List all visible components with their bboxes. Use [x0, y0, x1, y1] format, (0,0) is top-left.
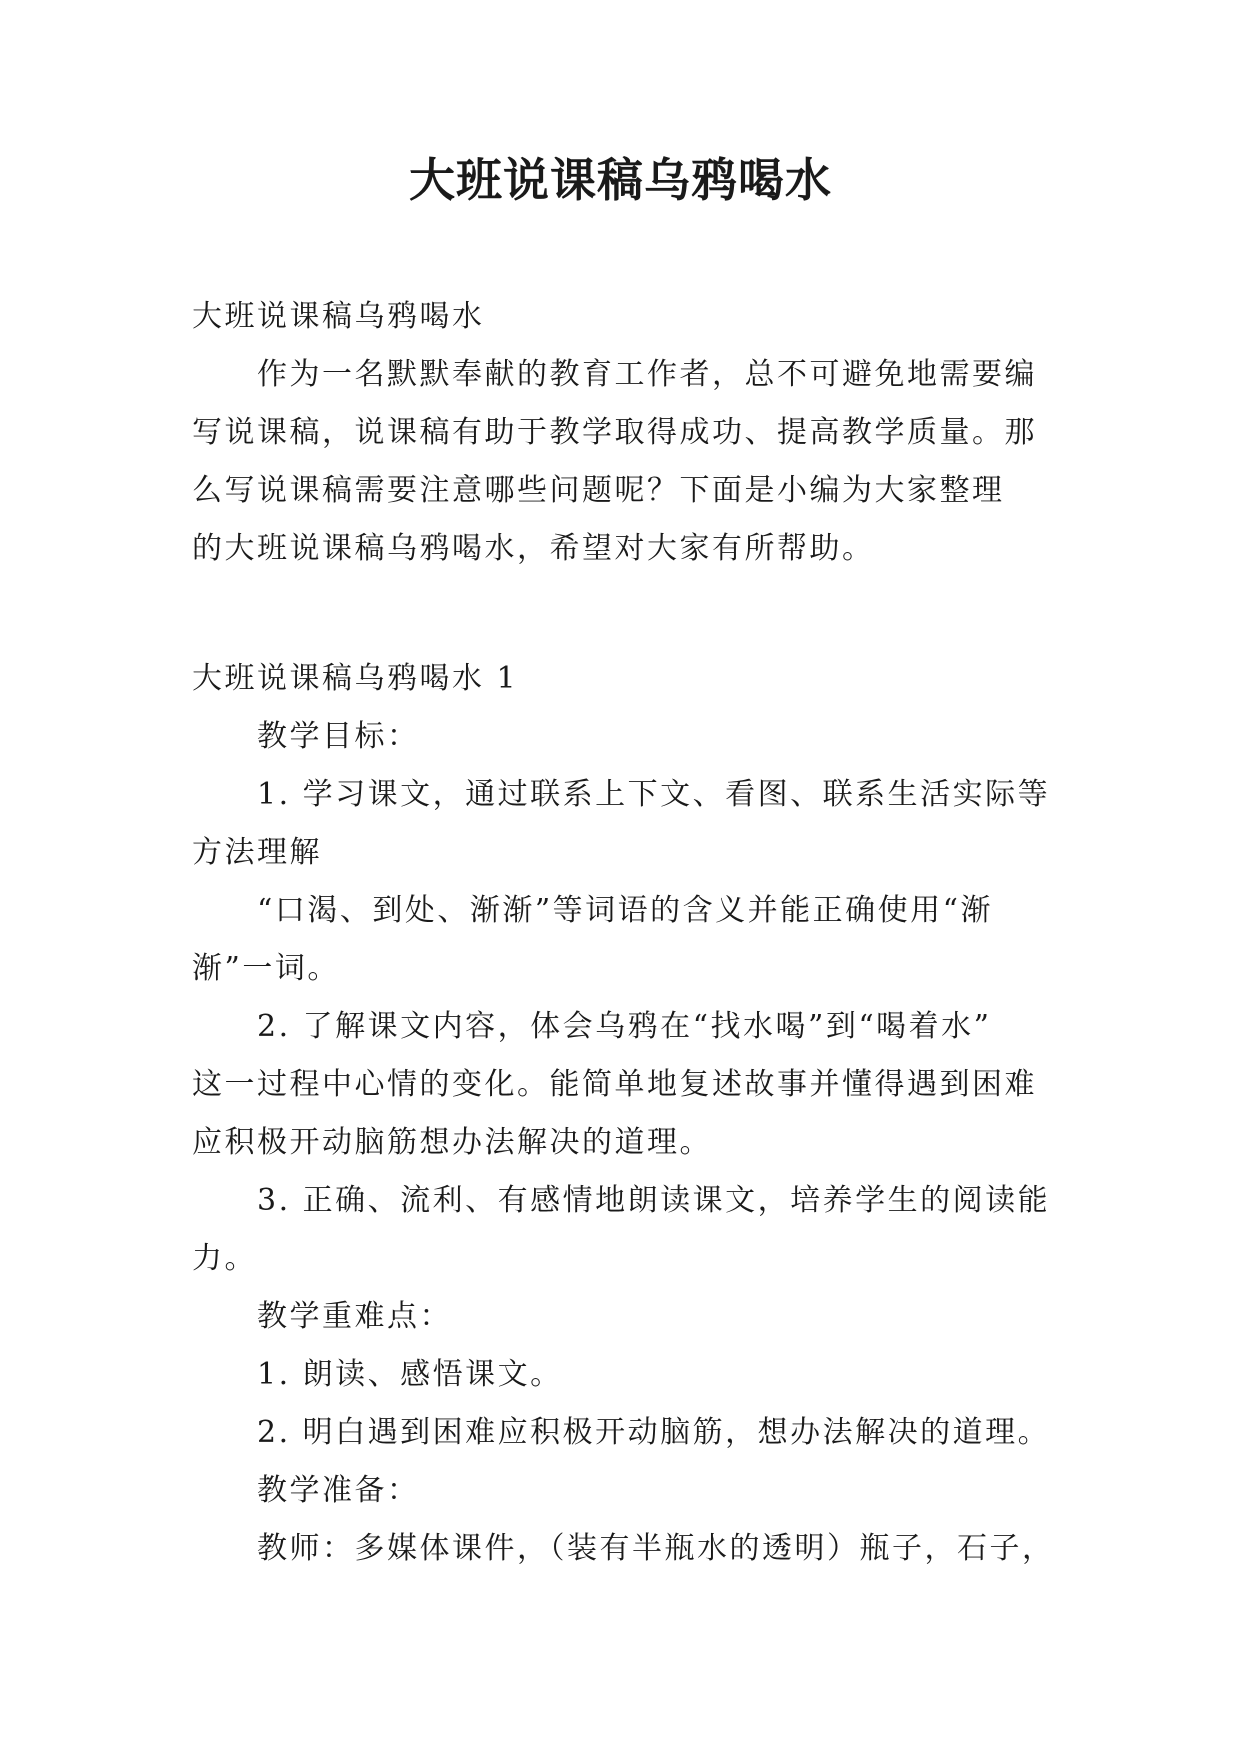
body-line: 方法理解 — [192, 835, 322, 870]
section-label: 教学准备： — [192, 1473, 420, 1508]
body-line: 1. 学习课文，通过联系上下文、看图、联系生活实际等 — [192, 777, 1051, 812]
section-label: 教学重难点： — [192, 1299, 452, 1334]
body-line: 力。 — [192, 1241, 257, 1276]
intro-line: 的大班说课稿乌鸦喝水，希望对大家有所帮助。 — [192, 531, 875, 566]
body-line: “口渴、到处、渐渐”等词语的含义并能正确使用“渐 — [192, 893, 994, 928]
intro-line: 么写说课稿需要注意哪些问题呢？下面是小编为大家整理 — [192, 473, 1005, 508]
subtitle-line: 大班说课稿乌鸦喝水 — [192, 299, 485, 334]
body-line: 1. 朗读、感悟课文。 — [192, 1357, 563, 1392]
body-line: 渐”一词。 — [192, 951, 340, 986]
body-line: 3. 正确、流利、有感情地朗读课文，培养学生的阅读能 — [192, 1183, 1051, 1218]
paragraph-gap — [192, 578, 1062, 650]
intro-line: 作为一名默默奉献的教育工作者，总不可避免地需要编 — [192, 357, 1037, 392]
section-label: 教学目标： — [192, 719, 420, 754]
body-line: 这一过程中心情的变化。能简单地复述故事并懂得遇到困难 — [192, 1067, 1037, 1102]
body-line: 应积极开动脑筋想办法解决的道理。 — [192, 1125, 712, 1160]
intro-line: 写说课稿，说课稿有助于教学取得成功、提高教学质量。那 — [192, 415, 1037, 450]
body-line: 教师：多媒体课件，（装有半瓶水的透明）瓶子，石子， — [192, 1531, 1055, 1566]
body-line: 2. 了解课文内容，体会乌鸦在“找水喝”到“喝着水” — [192, 1009, 992, 1044]
document-title: 大班说课稿乌鸦喝水 — [409, 153, 832, 207]
document-body — [192, 288, 1062, 1578]
body-line: 2. 明白遇到困难应积极开动脑筋，想办法解决的道理。 — [192, 1415, 1051, 1450]
section-heading: 大班说课稿乌鸦喝水 1 — [192, 661, 519, 696]
